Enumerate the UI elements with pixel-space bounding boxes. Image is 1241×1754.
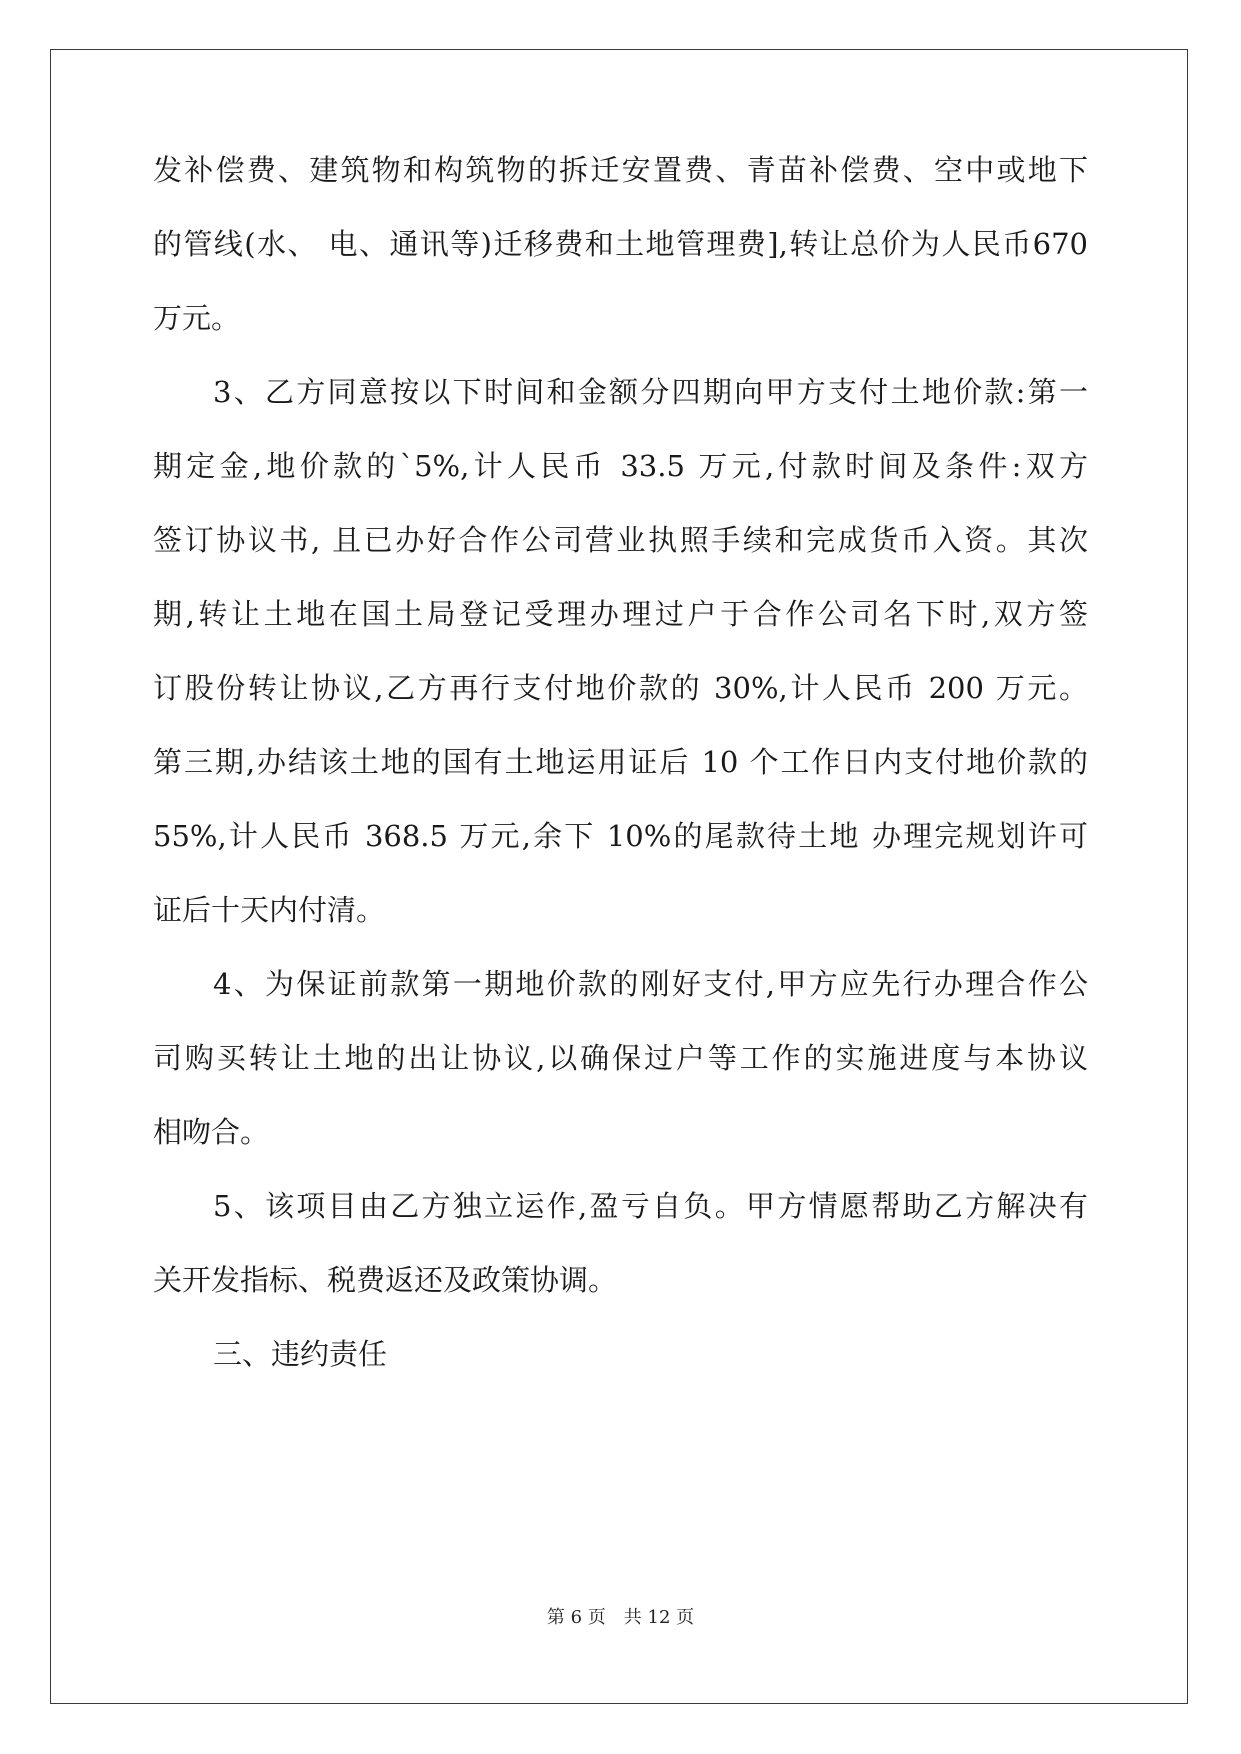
text-line: 第三期,办结该土地的国有土地运用证后 10 个工作日内支付地价款的 (153, 745, 1088, 779)
text-line: 发补偿费、建筑物和构筑物的拆迁安置费、青苗补偿费、空中或地下 (153, 153, 1088, 187)
paragraph-3-start: 3、乙方同意按以下时间和金额分四期向甲方支付土地价款:第一 (213, 375, 1088, 409)
text-line: 签订协议书, 且已办好合作公司营业执照手续和完成货币入资。其次 (153, 523, 1088, 557)
text-line: 司购买转让土地的出让协议,以确保过户等工作的实施进度与本协议 (153, 1041, 1088, 1075)
text-line: 万元。 (153, 301, 241, 335)
paragraph-4-start: 4、为保证前款第一期地价款的刚好支付,甲方应先行办理合作公 (213, 967, 1088, 1001)
text-line: 订股份转让协议,乙方再行支付地价款的 30%,计人民币 200 万元。 (153, 671, 1088, 705)
text-line: 证后十天内付清。 (153, 893, 386, 927)
text-line: 55%,计人民币 368.5 万元,余下 10%的尾款待土地 办理完规划许可 (153, 819, 1088, 853)
section-heading: 三、违约责任 (213, 1337, 388, 1371)
paragraph-5-start: 5、该项目由乙方独立运作,盈亏自负。甲方情愿帮助乙方解决有 (213, 1189, 1088, 1223)
text-line: 期定金,地价款的`5%,计人民币 33.5 万元,付款时间及条件:双方 (153, 449, 1088, 483)
text-line: 期,转让土地在国土局登记受理办理过户于合作公司名下时,双方签 (153, 597, 1088, 631)
text-line: 相吻合。 (153, 1115, 270, 1149)
page-number: 第 6 页 共 12 页 (546, 1607, 695, 1628)
text-line: 关开发指标、税费返还及政策协调。 (153, 1263, 618, 1297)
text-line: 的管线(水、 电、通讯等)迁移费和土地管理费],转让总价为人民币670 (153, 227, 1088, 261)
